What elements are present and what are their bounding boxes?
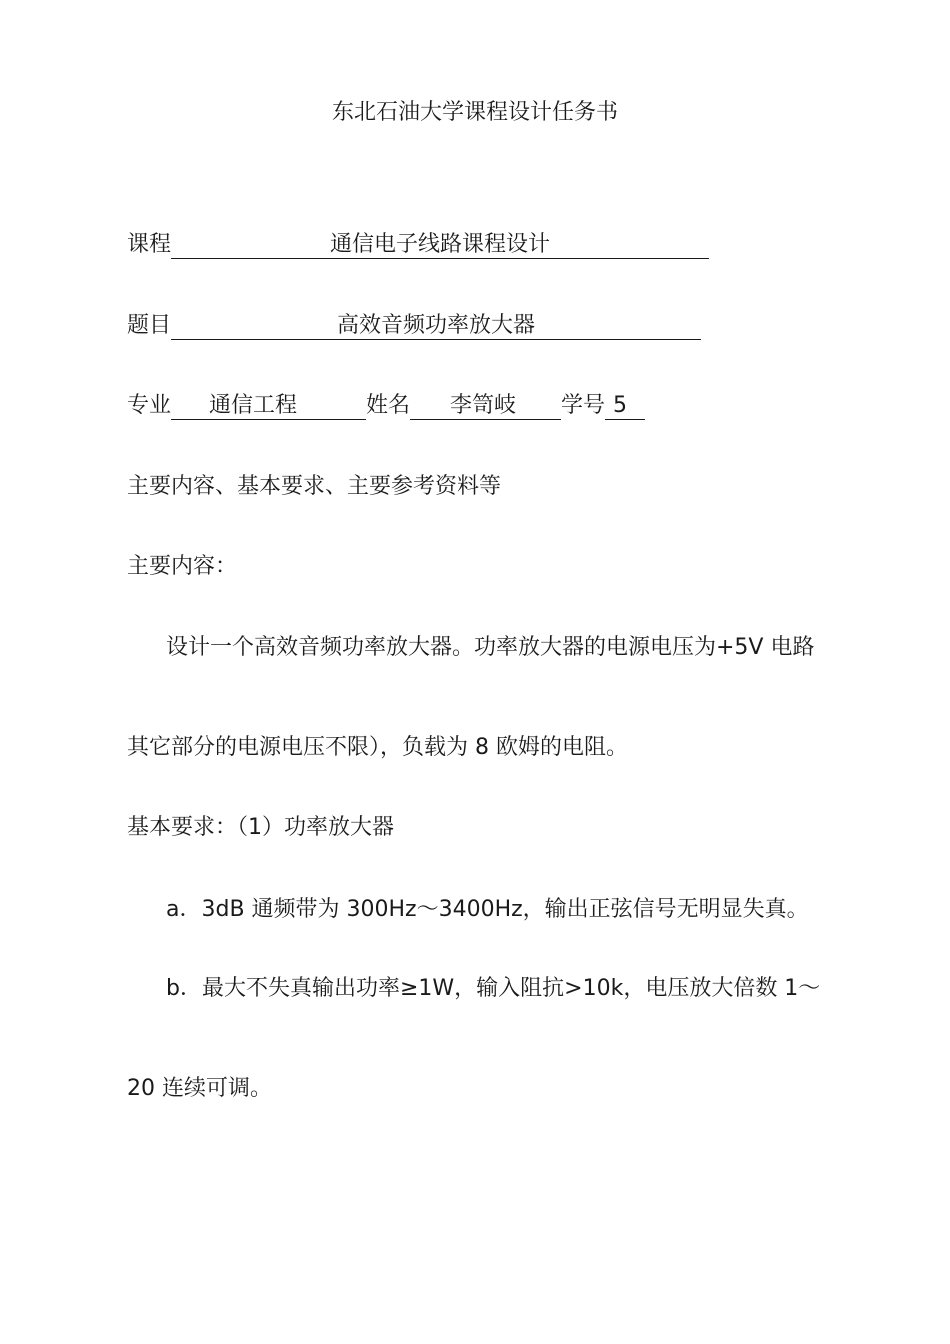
name-value: 李笥岐	[410, 393, 561, 420]
course-row	[127, 230, 709, 260]
student-id-value: 5	[605, 393, 645, 420]
student-id-label: 学号	[561, 393, 606, 418]
topic-value: 高效音频功率放大器	[171, 313, 701, 340]
info-row	[127, 391, 645, 421]
document-title: 东北石油大学课程设计任务书	[331, 100, 618, 125]
requirement-b-line-2: 20 连续可调。	[127, 1076, 272, 1101]
paragraph-line-1: 设计一个高效音频功率放大器。功率放大器的电源电压为+5V 电路	[166, 635, 815, 660]
topic-label: 题目	[127, 313, 172, 338]
requirement-a: a．3dB 通频带为 300Hz～3400Hz，输出正弦信号无明显失真。	[166, 897, 809, 922]
main-content-label: 主要内容：	[127, 554, 238, 579]
requirements-line: 基本要求：（1）功率放大器	[127, 815, 394, 840]
major-value: 通信工程	[171, 393, 366, 420]
course-label: 课程	[127, 232, 172, 257]
requirement-b-line-1: b．最大不失真输出功率≥1W，输入阻抗>10k，电压放大倍数 1～	[166, 976, 821, 1001]
name-label: 姓名	[366, 393, 411, 418]
major-label: 专业	[127, 393, 172, 418]
paragraph-line-2: 其它部分的电源电压不限），负载为 8 欧姆的电阻。	[127, 735, 628, 760]
course-value: 通信电子线路课程设计	[171, 232, 709, 259]
topic-row	[127, 311, 701, 341]
section-heading: 主要内容、基本要求、主要参考资料等	[127, 474, 502, 499]
